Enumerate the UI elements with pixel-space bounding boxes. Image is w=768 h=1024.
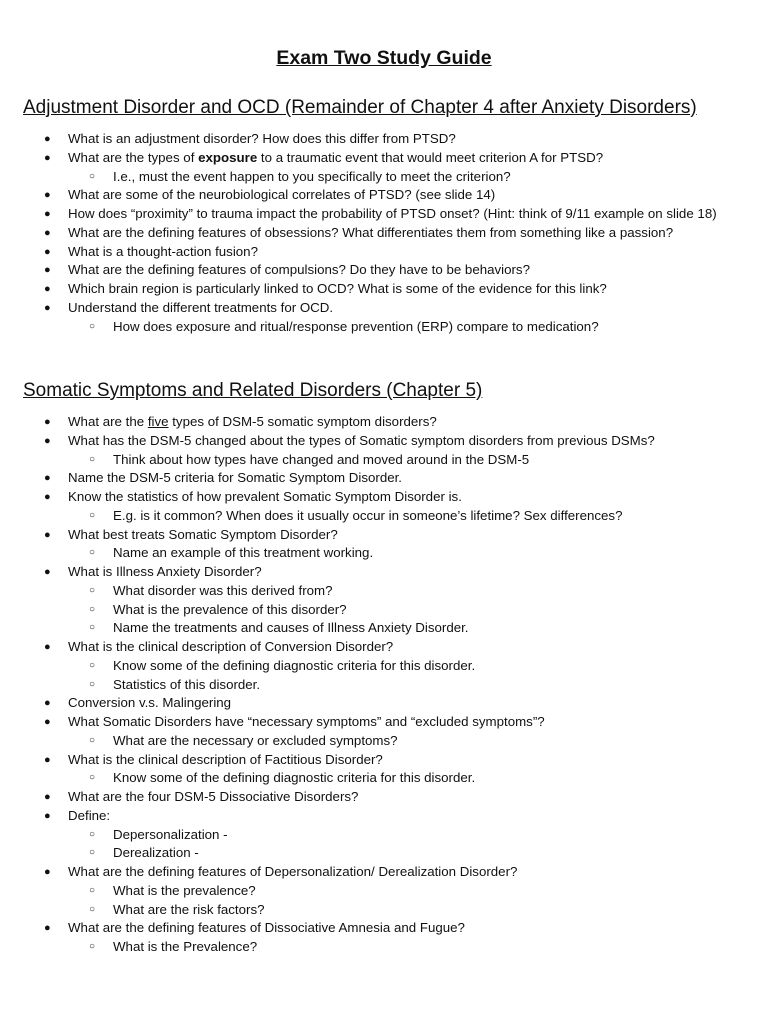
list-item <box>0 713 768 732</box>
sub-list-item <box>0 826 768 845</box>
sub-list-item <box>0 844 768 863</box>
item-text: What disorder was this derived from? <box>113 582 333 598</box>
hollow-bullet-icon: ○ <box>89 678 96 690</box>
item-text: What is the prevalence? <box>113 882 256 898</box>
list-item <box>0 432 768 451</box>
bullet-icon: ● <box>44 566 51 578</box>
item-text: What is the clinical description of Factitious Disorder? <box>68 751 383 767</box>
hollow-bullet-icon: ○ <box>89 453 96 465</box>
list-item <box>0 807 768 826</box>
hollow-bullet-icon: ○ <box>89 320 96 332</box>
item-text: E.g. is it common? When does it usually occur in someone’s lifetime? Sex differences? <box>113 507 623 523</box>
bullet-icon: ● <box>44 151 51 164</box>
sub-list-item <box>0 619 768 638</box>
list-item <box>0 919 768 938</box>
bullet-icon: ● <box>44 809 51 822</box>
bullet-icon: ● <box>44 245 51 258</box>
sub-list-item <box>0 582 768 601</box>
bullet-icon: ● <box>44 753 51 766</box>
item-text-underline: five <box>147 414 169 429</box>
item-text: Derealization - <box>113 845 199 861</box>
list-item <box>0 638 768 657</box>
list-item <box>0 488 768 507</box>
hollow-bullet-icon: ○ <box>89 847 96 859</box>
bullet-icon: ● <box>44 416 51 428</box>
list-item <box>0 149 768 168</box>
item-text: Which brain region is particularly linked to OCD? What is some of the evidence for this link? <box>68 281 607 296</box>
list-item <box>0 751 768 770</box>
list-item <box>0 224 768 243</box>
item-text: Depersonalization - <box>113 826 228 842</box>
hollow-bullet-icon: ○ <box>89 170 96 182</box>
hollow-bullet-icon: ○ <box>89 547 96 559</box>
item-text: Think about how types have changed and moved around in the DSM-5 <box>113 451 530 467</box>
bullet-icon: ● <box>44 264 51 277</box>
list-item <box>0 261 768 280</box>
list-item <box>0 563 768 582</box>
item-text: Name the DSM-5 criteria for Somatic Symptom Disorder. <box>68 470 402 486</box>
bullet-icon: ● <box>44 434 51 447</box>
item-text: I.e., must the event happen to you specifically to meet the criterion? <box>113 168 511 184</box>
list-item <box>0 863 768 882</box>
item-text: What are some of the neurobiological correlates of PTSD? (see slide 14) <box>68 187 496 203</box>
item-text: What is the clinical description of Conversion Disorder? <box>68 639 394 654</box>
list-item <box>0 186 768 205</box>
bullet-icon: ● <box>44 208 51 220</box>
hollow-bullet-icon: ○ <box>89 903 96 915</box>
item-text: How does “proximity” to trauma impact the probability of PTSD onset? (Hint: think of 9/11 example on slide 18) <box>68 206 717 221</box>
list-item <box>0 788 768 807</box>
item-text-post: types of DSM-5 somatic symptom disorders? <box>168 414 437 429</box>
item-text: What are the defining features of compulsions? Do they have to be behaviors? <box>68 262 530 278</box>
hollow-bullet-icon: ○ <box>89 941 96 952</box>
bullet-icon: ● <box>44 491 51 503</box>
sub-list-item <box>0 901 768 920</box>
hollow-bullet-icon: ○ <box>89 603 96 615</box>
sub-list-item <box>0 938 768 957</box>
bullet-icon: ● <box>44 528 51 541</box>
bullet-icon: ● <box>44 226 51 239</box>
section-list-adjustment-ocd <box>0 130 768 336</box>
hollow-bullet-icon: ○ <box>89 659 96 671</box>
item-text: Conversion v.s. Malingering <box>68 695 232 711</box>
list-item <box>0 526 768 545</box>
bullet-icon: ● <box>44 133 51 145</box>
section-list-somatic-symptoms <box>0 413 768 957</box>
list-item <box>0 694 768 713</box>
item-text: What is the Prevalence? <box>113 939 258 954</box>
item-text-bold: exposure <box>198 149 258 165</box>
item-text: Statistics of this disorder. <box>113 676 261 692</box>
item-text: Understand the different treatments for OCD. <box>68 299 334 315</box>
bullet-icon: ● <box>44 641 51 653</box>
bullet-icon: ● <box>44 716 51 728</box>
sub-list-item <box>0 769 768 788</box>
sub-list-item <box>0 168 768 187</box>
sub-list-item <box>0 544 768 563</box>
document-title: Exam Two Study Guide <box>276 47 492 69</box>
list-item <box>0 469 768 488</box>
item-text: What best treats Somatic Symptom Disorder? <box>68 526 338 542</box>
item-text: What are the necessary or excluded symptoms? <box>113 732 398 748</box>
bullet-icon: ● <box>44 301 51 314</box>
section-heading-adjustment-ocd: Adjustment Disorder and OCD (Remainder of Chapter 4 after Anxiety Disorders) <box>23 97 697 118</box>
item-text: Know some of the defining diagnostic criteria for this disorder. <box>113 657 476 673</box>
item-text: How does exposure and ritual/response prevention (ERP) compare to medication? <box>113 318 599 334</box>
bullet-icon: ● <box>44 472 51 485</box>
hollow-bullet-icon: ○ <box>89 509 96 521</box>
list-item <box>0 299 768 318</box>
hollow-bullet-icon: ○ <box>89 884 96 896</box>
item-text-pre: What are the types of <box>68 149 199 165</box>
bullet-icon: ● <box>44 866 51 878</box>
item-text: What are the defining features of Dissociative Amnesia and Fugue? <box>68 920 465 936</box>
sub-list-item <box>0 732 768 751</box>
section-heading-somatic-symptoms: Somatic Symptoms and Related Disorders (Chapter 5) <box>23 380 483 401</box>
sub-list-item <box>0 318 768 337</box>
item-text: Define: <box>68 807 111 823</box>
item-text: What Somatic Disorders have “necessary symptoms” and “excluded symptoms”? <box>68 714 545 729</box>
item-text: What are the risk factors? <box>113 901 265 917</box>
item-text: What is an adjustment disorder? How does this differ from PTSD? <box>68 131 456 146</box>
item-text: What has the DSM-5 changed about the types of Somatic symptom disorders from previous DSMs? <box>68 432 655 448</box>
hollow-bullet-icon: ○ <box>89 622 96 634</box>
sub-list-item <box>0 676 768 695</box>
bullet-icon: ● <box>44 922 51 935</box>
bullet-icon: ● <box>44 791 51 803</box>
item-text: What are the defining features of obsessions? What differentiates them from something like a passion? <box>68 224 674 240</box>
item-text: What is Illness Anxiety Disorder? <box>68 564 262 579</box>
item-text: What are the defining features of Depersonalization/ Derealization Disorder? <box>68 864 518 879</box>
item-text: What is the prevalence of this disorder? <box>113 601 347 617</box>
list-item <box>0 130 768 149</box>
list-item <box>0 280 768 299</box>
hollow-bullet-icon: ○ <box>89 772 96 784</box>
item-text: Know the statistics of how prevalent Somatic Symptom Disorder is. <box>68 489 462 504</box>
item-text: Know some of the defining diagnostic criteria for this disorder. <box>113 770 476 786</box>
item-text: Name the treatments and causes of Illness Anxiety Disorder. <box>113 620 469 636</box>
sub-list-item <box>0 507 768 526</box>
sub-list-item <box>0 601 768 620</box>
hollow-bullet-icon: ○ <box>89 828 96 840</box>
hollow-bullet-icon: ○ <box>89 734 96 746</box>
item-text-post: to a traumatic event that would meet criterion A for PTSD? <box>257 149 604 165</box>
hollow-bullet-icon: ○ <box>89 584 96 596</box>
list-item <box>0 413 768 432</box>
item-text: Name an example of this treatment working. <box>113 545 374 561</box>
sub-list-item <box>0 882 768 901</box>
item-text: What are the four DSM-5 Dissociative Disorders? <box>68 789 359 804</box>
bullet-icon: ● <box>44 697 51 710</box>
bullet-icon: ● <box>44 283 51 295</box>
bullet-icon: ● <box>44 189 51 202</box>
sub-list-item <box>0 657 768 676</box>
list-item <box>0 243 768 262</box>
sub-list-item <box>0 451 768 470</box>
item-text: What is a thought-action fusion? <box>68 243 258 259</box>
item-text-pre: What are the <box>68 414 148 429</box>
list-item <box>0 205 768 224</box>
